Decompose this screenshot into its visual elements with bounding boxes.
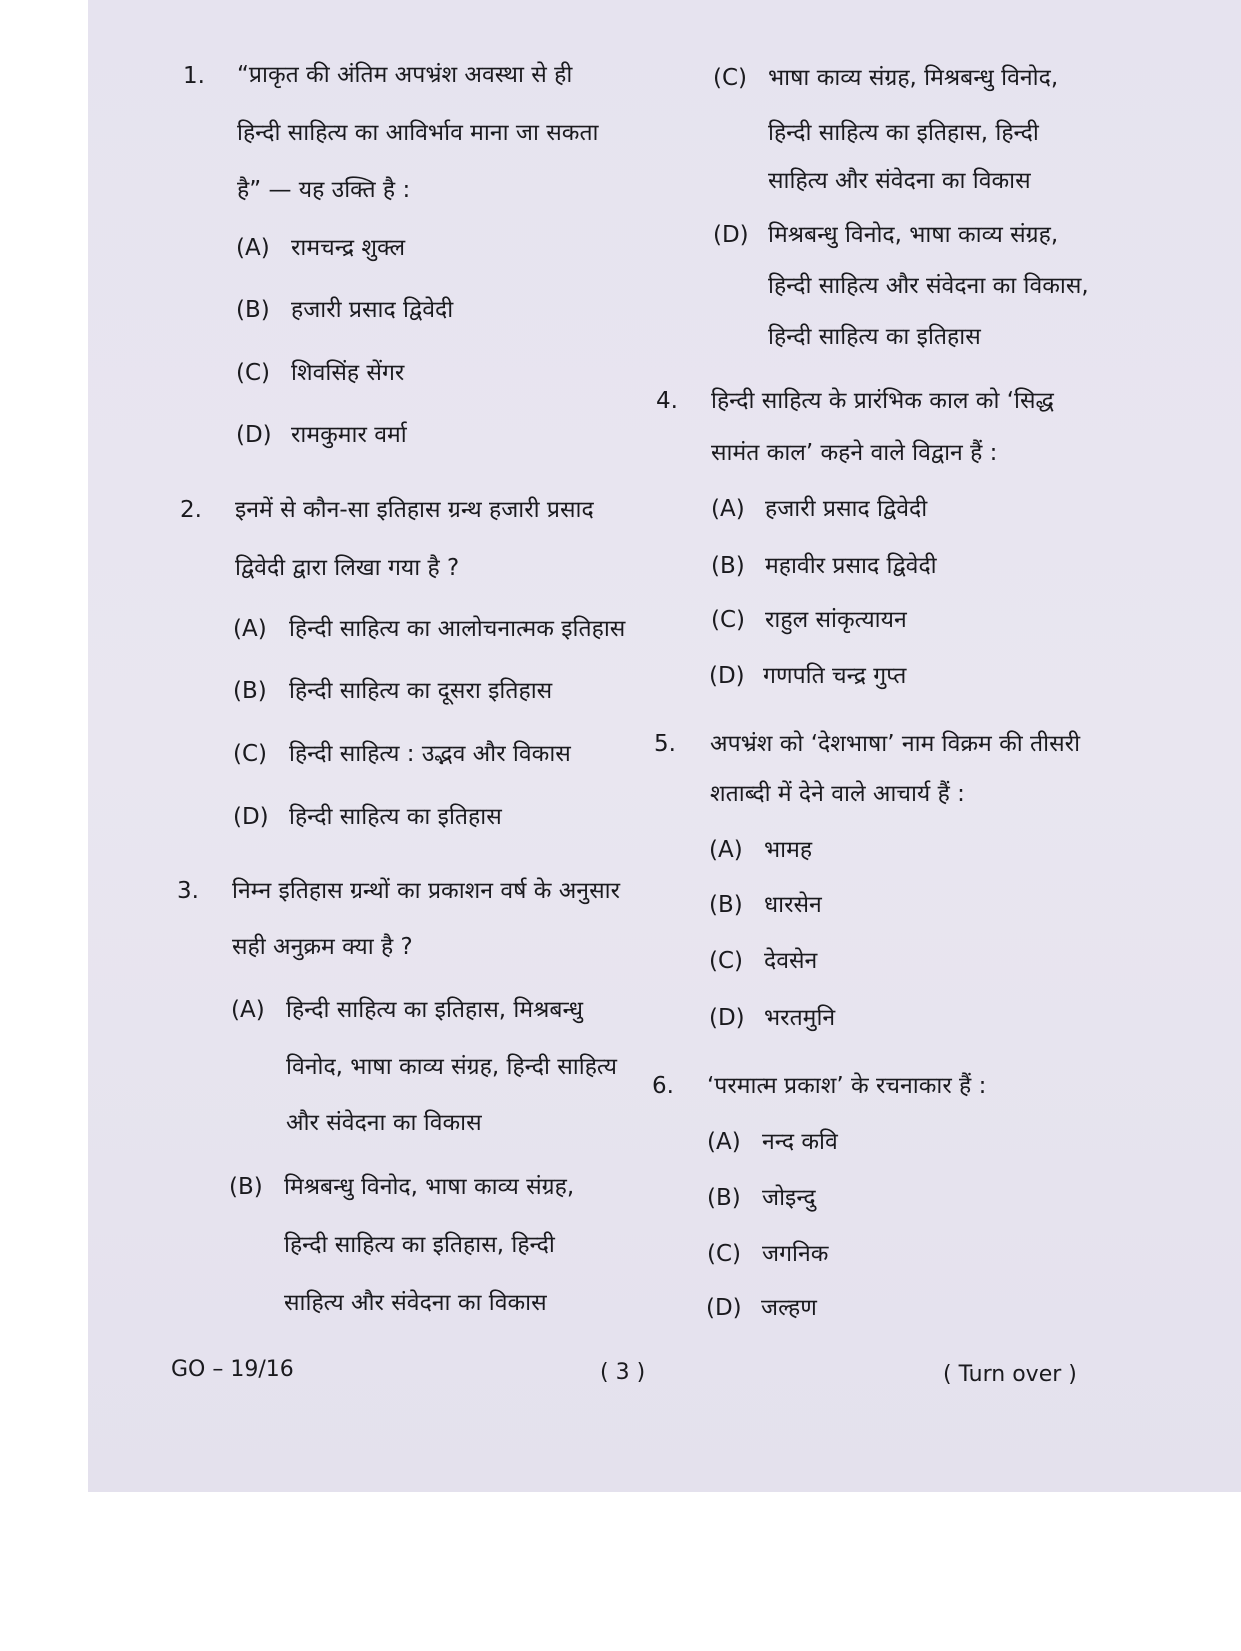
question-4-number: 4.	[656, 388, 678, 414]
page-number: ( 3 )	[600, 1360, 646, 1385]
q6-option-d-text: जल्हण	[761, 1295, 817, 1321]
question-6-stem-line-1: ‘परमात्म प्रकाश’ के रचनाकार हैं :	[707, 1073, 987, 1099]
question-5-stem-line-1: अपभ्रंश को ‘देशभाषा’ नाम विक्रम की तीसरी	[710, 731, 1081, 757]
q6-option-c-text: जगनिक	[762, 1241, 829, 1267]
q2-option-a-text: हिन्दी साहित्य का आलोचनात्मक इतिहास	[289, 616, 626, 642]
q3-option-b-text-line-3: साहित्य और संवेदना का विकास	[284, 1290, 547, 1316]
question-5-number: 5.	[654, 731, 676, 757]
q3-option-a-text-line-2: विनोद, भाषा काव्य संग्रह, हिन्दी साहित्य	[286, 1054, 617, 1080]
q6-option-d-label: (D)	[706, 1295, 742, 1321]
q3-option-c-text-line-3: साहित्य और संवेदना का विकास	[768, 168, 1031, 194]
turn-over-note: ( Turn over )	[943, 1362, 1077, 1387]
q3-option-a-label: (A)	[231, 997, 265, 1023]
q4-option-a-label: (A)	[711, 496, 745, 522]
q3-option-d-text-line-2: हिन्दी साहित्य और संवेदना का विकास,	[768, 273, 1089, 299]
q3-option-a-text-line-1: हिन्दी साहित्य का इतिहास, मिश्रबन्धु	[286, 997, 584, 1023]
q4-option-c-label: (C)	[711, 607, 746, 633]
q2-option-c-text: हिन्दी साहित्य : उद्भव और विकास	[289, 741, 571, 767]
q3-option-a-text-line-3: और संवेदना का विकास	[286, 1110, 482, 1136]
q6-option-a-label: (A)	[707, 1129, 741, 1155]
paper-code: GO – 19/16	[171, 1357, 294, 1382]
q1-option-b-label: (B)	[236, 297, 270, 323]
q3-option-d-text-line-3: हिन्दी साहित्य का इतिहास	[768, 324, 981, 350]
q4-option-a-text: हजारी प्रसाद द्विवेदी	[765, 496, 928, 522]
q1-option-a-label: (A)	[236, 235, 270, 261]
q5-option-d-text: भरतमुनि	[764, 1005, 836, 1031]
q1-option-c-text: शिवसिंह सेंगर	[291, 360, 405, 386]
q2-option-b-label: (B)	[233, 678, 267, 704]
q4-option-d-label: (D)	[709, 663, 745, 689]
q6-option-c-label: (C)	[707, 1241, 742, 1267]
q5-option-c-label: (C)	[709, 948, 744, 974]
q3-option-c-text-line-1: भाषा काव्य संग्रह, मिश्रबन्धु विनोद,	[768, 65, 1059, 91]
q3-option-b-text-line-2: हिन्दी साहित्य का इतिहास, हिन्दी	[284, 1232, 555, 1258]
q5-option-b-text: धारसेन	[764, 892, 822, 918]
q5-option-d-label: (D)	[709, 1005, 745, 1031]
question-2-number: 2.	[180, 497, 202, 523]
q6-option-a-text: नन्द कवि	[762, 1129, 838, 1155]
q3-option-c-label: (C)	[713, 65, 748, 91]
q2-option-a-label: (A)	[233, 616, 267, 642]
question-1-stem-line-2: हिन्दी साहित्य का आविर्भाव माना जा सकता	[237, 120, 599, 146]
q3-option-c-text-line-2: हिन्दी साहित्य का इतिहास, हिन्दी	[768, 120, 1039, 146]
question-2-stem-line-1: इनमें से कौन-सा इतिहास ग्रन्थ हजारी प्रसाद	[235, 497, 594, 523]
q4-option-d-text: गणपति चन्द्र गुप्त	[763, 663, 907, 689]
q3-option-b-text-line-1: मिश्रबन्धु विनोद, भाषा काव्य संग्रह,	[284, 1174, 575, 1200]
question-3-stem-line-1: निम्न इतिहास ग्रन्थों का प्रकाशन वर्ष के अनुसार	[232, 878, 620, 904]
q1-option-b-text: हजारी प्रसाद द्विवेदी	[291, 297, 454, 323]
q6-option-b-label: (B)	[707, 1185, 741, 1211]
q4-option-c-text: राहुल सांकृत्यायन	[765, 607, 907, 633]
q5-option-a-label: (A)	[709, 837, 743, 863]
question-4-stem-line-2: सामंत काल’ कहने वाले विद्वान हैं :	[711, 440, 998, 466]
q2-option-d-label: (D)	[233, 804, 269, 830]
q5-option-c-text: देवसेन	[764, 948, 818, 974]
question-3-number: 3.	[177, 878, 199, 904]
q2-option-b-text: हिन्दी साहित्य का दूसरा इतिहास	[289, 678, 553, 704]
question-3-stem-line-2: सही अनुक्रम क्या है ?	[232, 934, 413, 960]
question-4-stem-line-1: हिन्दी साहित्य के प्रारंभिक काल को ‘सिद्ध	[711, 388, 1054, 414]
question-1-number: 1.	[183, 63, 205, 89]
question-2-stem-line-2: द्विवेदी द्वारा लिखा गया है ?	[235, 555, 460, 581]
q3-option-d-label: (D)	[713, 222, 749, 248]
question-1-stem-line-1: “प्राकृत की अंतिम अपभ्रंश अवस्था से ही	[237, 62, 573, 88]
q1-option-c-label: (C)	[236, 360, 271, 386]
q2-option-c-label: (C)	[233, 741, 268, 767]
question-5-stem-line-2: शताब्दी में देने वाले आचार्य हैं :	[710, 781, 965, 807]
q2-option-d-text: हिन्दी साहित्य का इतिहास	[289, 804, 502, 830]
q1-option-a-text: रामचन्द्र शुक्ल	[291, 235, 406, 261]
q1-option-d-text: रामकुमार वर्मा	[291, 422, 407, 448]
question-1-stem-line-3: है” — यह उक्ति है :	[237, 177, 411, 203]
q6-option-b-text: जोइन्दु	[762, 1185, 816, 1211]
q3-option-d-text-line-1: मिश्रबन्धु विनोद, भाषा काव्य संग्रह,	[768, 222, 1059, 248]
q1-option-d-label: (D)	[236, 422, 272, 448]
question-6-number: 6.	[652, 1073, 674, 1099]
q3-option-b-label: (B)	[229, 1174, 263, 1200]
q5-option-b-label: (B)	[709, 892, 743, 918]
q5-option-a-text: भामह	[764, 837, 813, 863]
q4-option-b-label: (B)	[711, 553, 745, 579]
q4-option-b-text: महावीर प्रसाद द्विवेदी	[765, 553, 937, 579]
